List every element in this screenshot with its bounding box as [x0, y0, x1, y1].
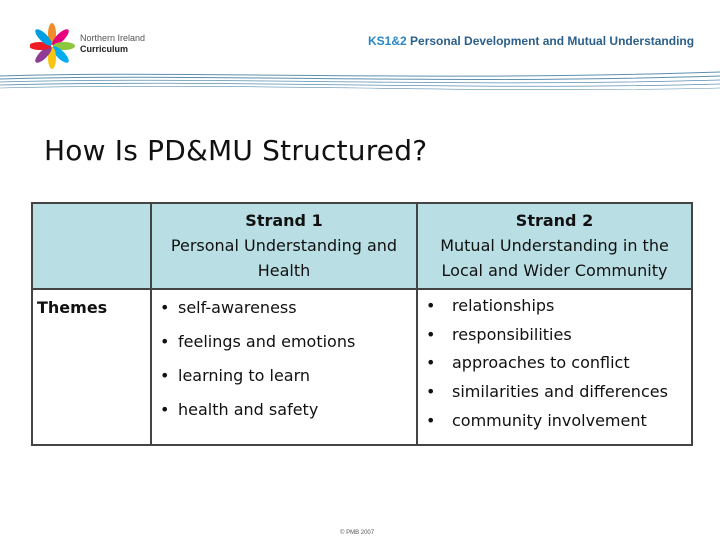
- bullet-icon: •: [426, 324, 436, 344]
- bullet-icon: •: [160, 332, 170, 351]
- logo-line-2: Curriculum: [80, 44, 129, 54]
- strand-2-subtitle: Mutual Understanding in the Local and Wider Community: [440, 236, 669, 280]
- strand-1-header: [151, 203, 417, 289]
- bullet-icon: •: [160, 400, 170, 419]
- bullet-icon: •: [426, 353, 436, 373]
- corner-cell: [32, 203, 151, 289]
- themes-label: Themes: [32, 289, 151, 445]
- table-header-row: [32, 203, 692, 289]
- list-item: • health and safety: [160, 400, 319, 419]
- header-title-prefix: KS1&2: [368, 34, 407, 48]
- strand-1-subtitle: Personal Understanding and Health: [170, 236, 398, 280]
- strand-2-themes-cell: [417, 289, 692, 445]
- list-item: • similarities and differences: [426, 378, 691, 407]
- strand-2-name: Strand 2: [515, 211, 594, 230]
- strand-1-themes: [152, 290, 416, 434]
- themes-row: [32, 289, 692, 445]
- list-item: • responsibilities: [426, 321, 691, 350]
- header-swoosh: [0, 62, 720, 102]
- strand-1-themes-cell: [151, 289, 417, 445]
- list-item: • approaches to conflict: [426, 349, 691, 378]
- bullet-icon: •: [426, 382, 436, 402]
- copyright-footer: © PMB 2007: [340, 530, 375, 536]
- list-item: • self-awareness: [160, 298, 297, 317]
- bullet-icon: •: [426, 296, 436, 315]
- list-item: • learning to learn: [160, 366, 311, 385]
- bullet-icon: •: [160, 366, 170, 385]
- structure-table: [31, 202, 693, 446]
- bullet-icon: •: [160, 298, 170, 317]
- bullet-icon: •: [426, 410, 436, 430]
- logo-text: [80, 33, 145, 55]
- slide-title: How Is PD&MU Structured?: [44, 134, 428, 167]
- logo-line-1: Northern Ireland: [80, 33, 146, 43]
- header-title: [368, 34, 694, 48]
- list-item: • community involvement: [426, 407, 691, 436]
- list-item: • feelings and emotions: [160, 332, 356, 351]
- strand-1-name: Strand 1: [245, 211, 323, 230]
- strand-2-themes: [418, 290, 691, 436]
- list-item: • relationships: [426, 292, 691, 321]
- header-title-rest: Personal Development and Mutual Understanding: [410, 34, 695, 48]
- strand-2-header: [417, 203, 692, 289]
